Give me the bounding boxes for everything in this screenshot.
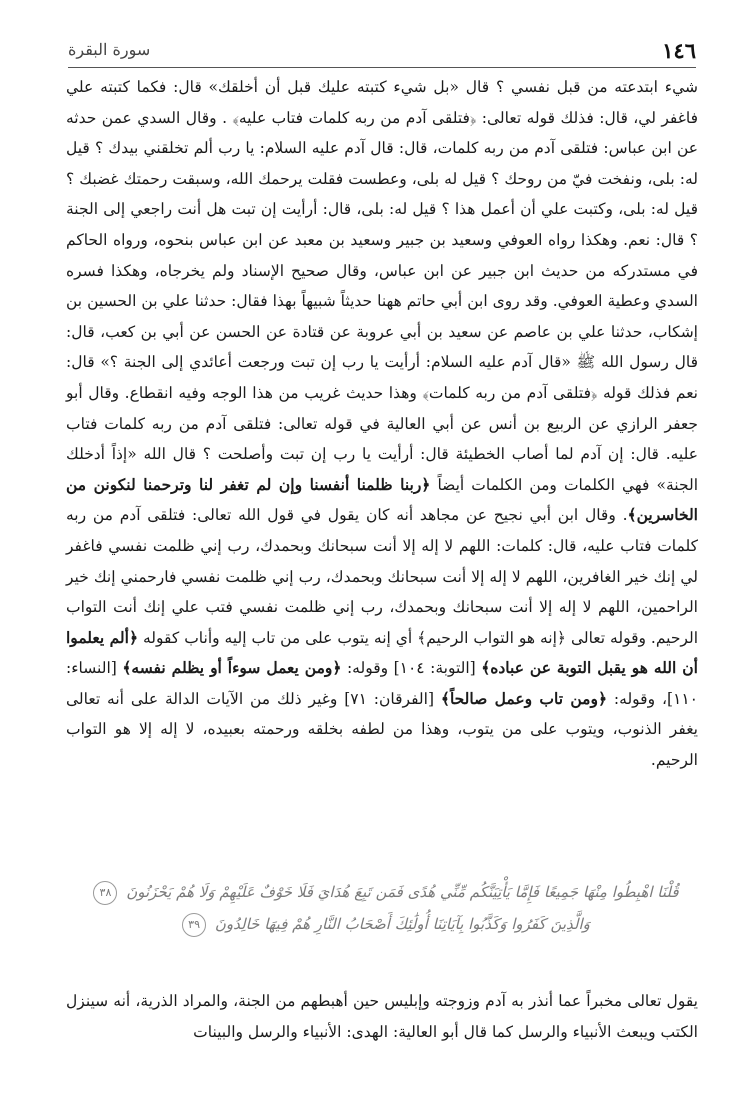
verse-text: وَالَّذِينَ كَفَرُوا وَكَذَّبُوا بِآيَاتِنَا أُولَٰئِكَ أَصْحَابُ النَّارِ هُمْ فِيهَا خَالِدُونَ [214,915,590,933]
header-divider [68,67,696,68]
tafsir-body-text [66,72,698,776]
quran-quote: ﴿ومن تاب وعمل صالحاً﴾ [440,688,608,708]
quran-quote: ﴿ربنا ظلمنا أنفسنا وإن لم تغفر لنا وترحمنا لنكونن من الخاسرين﴾ [66,474,698,525]
page-header [68,36,696,66]
quran-verse-block [72,876,700,948]
quran-quote: ﴿ومن يعمل سوءاً أو يظلم نفسه﴾ [122,658,342,678]
commentary-text: يقول تعالى مخبراً عما أنذر به آدم وزوجته وإبليس حين أهبطهم من الجنة، والمراد الذرية، أنه سينزل الكتب ويبعث الأنبياء والرسل كما قال أبو العالية: الهدى: الأنبياء والرسل والبينات [66,992,698,1041]
ayah-number-marker: ٣٩ [182,913,206,937]
ayah-number-marker: ٣٨ [93,881,117,905]
body-segment: . وقال ابن أبي نجيح عن مجاهد أنه كان يقول في قول الله تعالى: فتلقى آدم من ربه كلمات فتاب عليه، قال: كلمات: اللهم لا إله إلا أنت سبحانك وبحمدك، رب إني ظلمت نفسي فاغفر لي إنك خير الغافرين، اللهم لا إله إلا أنت سبحانك وبحمدك، رب إني ظلمت نفسي فارحمني إنك خير الراحمين، اللهم لا إله إلا أنت سبحانك وبحمدك، رب إني ظلمت نفسي فتب علي إنك أنت التواب الرحيم. وقوله تعالى ﴿إنه هو التواب الرحيم﴾ أي إنه يتوب على من تاب إليه وأناب كقوله [66,506,698,647]
verse-line [72,876,700,908]
verse-text: قُلْنَا اهْبِطُوا مِنْهَا جَمِيعًا فَإِمَّا يَأْتِيَنَّكُم مِّنِّي هُدًى فَمَن تَبِعَ هُدَايَ فَلَا خَوْفٌ عَلَيْهِمْ وَلَا هُمْ يَحْزَنُونَ [126,883,679,901]
body-segment: شيء ابتدعته من قبل نفسي ؟ قال «بل شيء كتبته عليك قبل أن أخلقك» قال: فكما كتبته علي فاغفر لي، قال: فذلك قوله تعالى: ﴿فتلقى آدم من ربه كلمات فتاب عليه﴾ . وقال السدي عمن حدثه عن ابن عباس: فتلقى آدم من ربه كلمات، قال: قال آدم عليه السلام: يا رب ألم تخلقني بيدك ؟ قيل له: بلى، ونفخت فيّ من روحك ؟ قيل له بلى، وعطست فقلت يرحمك الله، وسبقت رحمتك غضبك ؟ قيل له: بلى، وكتبت علي أن أعمل هذا ؟ قيل له: بلى، قال: أرأيت إن تبت هل أنت راجعي إلى الجنة ؟ قال: نعم. وهكذا رواه العوفي وسعيد بن جبير وسعيد بن معبد عن ابن عباس بنحوه، ورواه الحاكم في مستدركه من حديث ابن جبير عن ابن عباس، وقال صحيح الإسناد ولم يخرجاه، وهكذا فسره السدي وعطية العوفي. وقد روى ابن أبي حاتم ههنا حديثاً شبيهاً بهذا فقال: حدثنا علي بن الحسين بن إشكاب، حدثنا علي بن عاصم عن سعيد بن أبي عروبة عن قتادة عن الحسن عن أبي بن كعب، قال: قال رسول الله ﷺ «قال آدم عليه السلام: أرأيت يا رب إن تبت ورجعت أعائدي إلى الجنة ؟» قال: نعم فذلك قوله ﴿فتلقى آدم من ربه كلمات﴾ وهذا حديث غريب من هذا الوجه وفيه انقطاع. وقال أبو جعفر الرازي عن الربيع بن أنس عن أبي العالية في قوله تعالى: فتلقى آدم من ربه كلمات فتاب عليه. قال: إن آدم لما أصاب الخطيئة قال: أرأيت يا رب إن تبت وأصلحت ؟ قال الله «إذاً أدخلك الجنة» فهي الكلمات ومن الكلمات أيضاً [66,78,699,494]
page-number: ١٤٦ [662,38,696,63]
quran-quote: ﴿ألم يعلموا أن الله هو يقبل التوبة عن عباده﴾ [66,627,698,678]
surah-title: سورة البقرة [68,40,151,59]
body-segment: [النساء: ١١٠]، وقوله: [66,659,698,708]
body-segment: [التوبة: ١٠٤] وقوله: [346,659,476,678]
body-segment: [الفرقان: ٧١] وغير ذلك من الآيات الدالة على أنه تعالى يغفر الذنوب، ويتوب على من يتوب، وهذا من لطفه بخلقه ورحمته بعبيده، لا إله إلا هو التواب الرحيم. [66,689,698,770]
verse-line [72,908,700,940]
